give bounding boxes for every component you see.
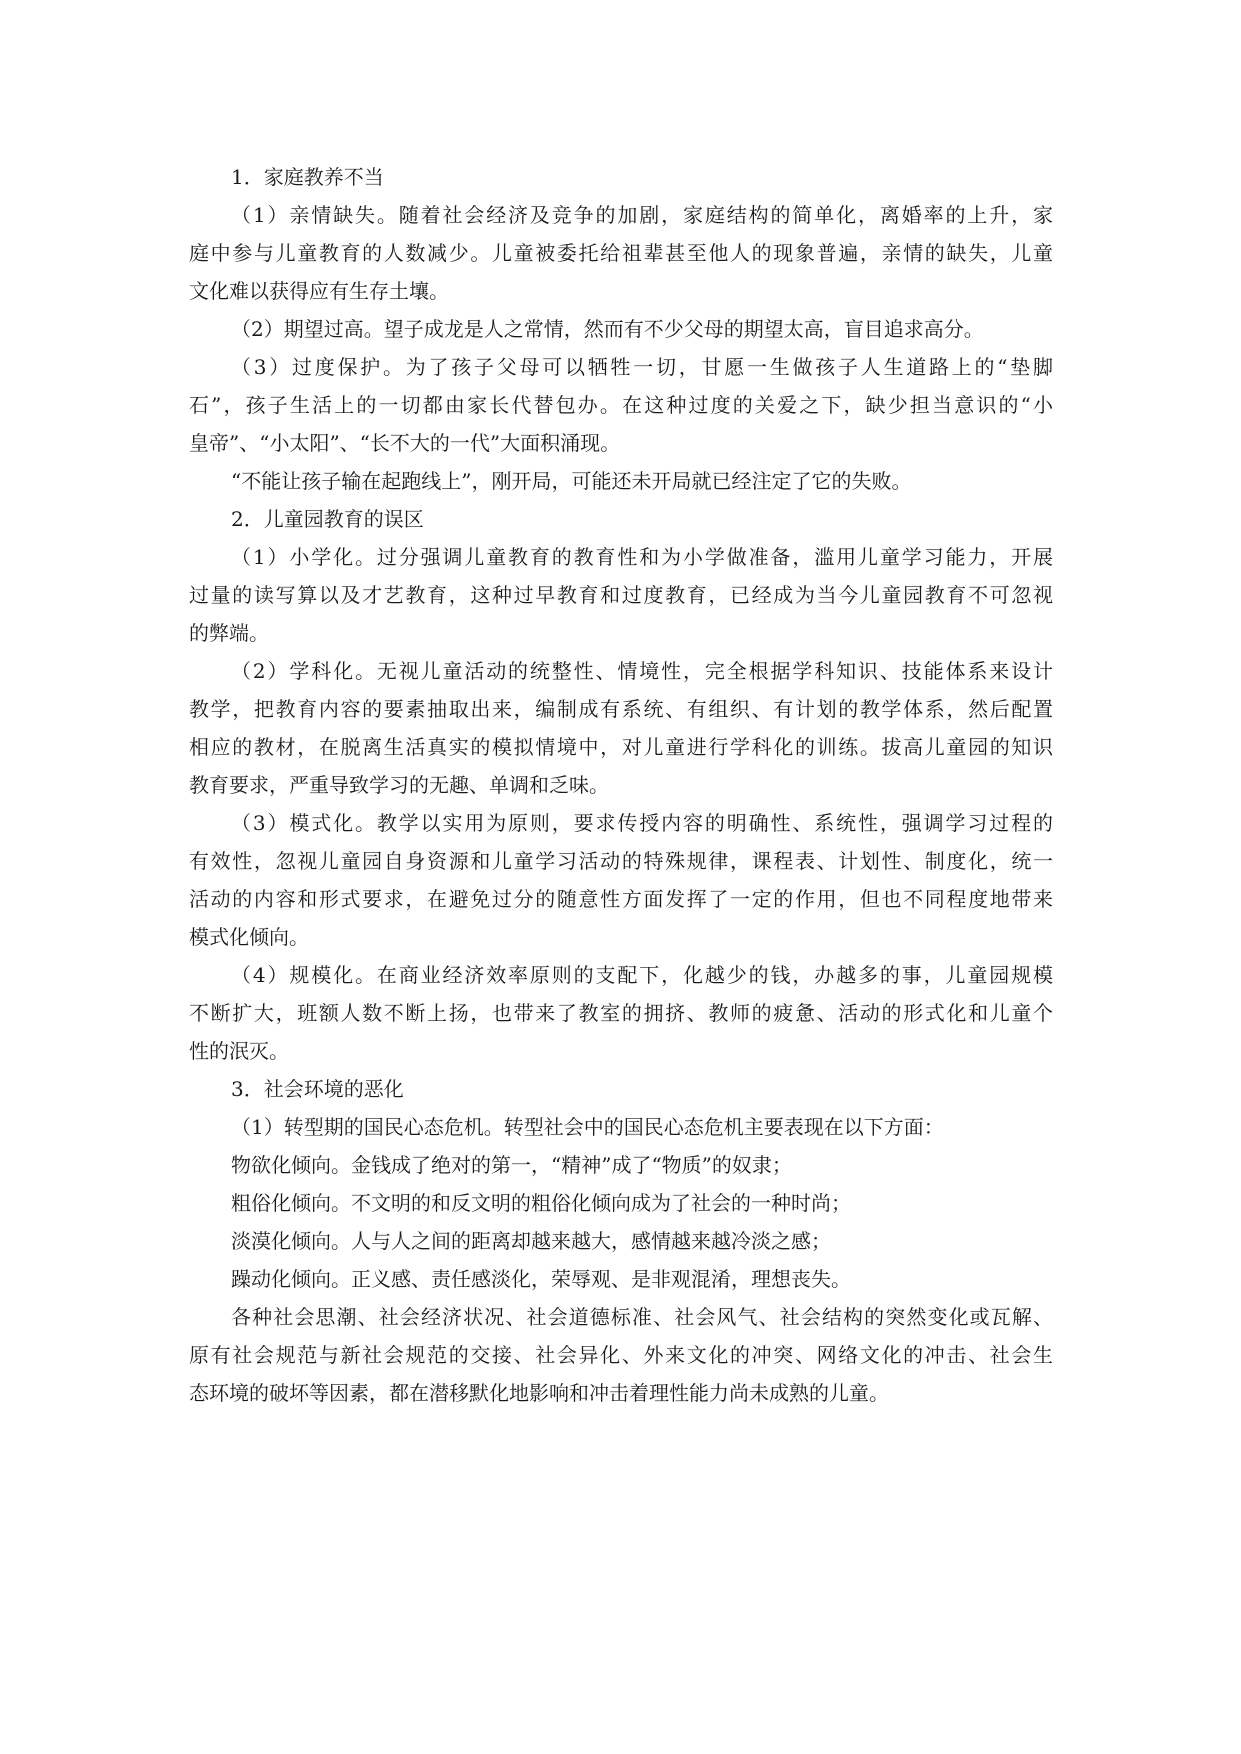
paragraph-line: （1）转型期的国民心态危机。转型社会中的国民心态危机主要表现在以下方面： [231, 1115, 944, 1139]
paragraph-line: 原有社会规范与新社会规范的交接、社会异化、外来文化的冲突、网络文化的冲击、社会生 [189, 1343, 1053, 1367]
paragraph-line: （3）过度保护。为了孩子父母可以牺牲一切，甘愿一生做孩子人生道路上的“垫脚 [231, 355, 1053, 379]
paragraph [189, 1184, 1053, 1222]
paragraph-line: （3）模式化。教学以实用为原则，要求传授内容的明确性、系统性，强调学习过程的 [231, 811, 1053, 835]
paragraph [189, 1222, 1053, 1260]
paragraph [189, 196, 1053, 310]
paragraph-line: 各种社会思潮、社会经济状况、社会道德标准、社会风气、社会结构的突然变化或瓦解、 [231, 1305, 1053, 1329]
paragraph-line: 活动的内容和形式要求，在避免过分的随意性方面发挥了一定的作用，但也不同程度地带来 [189, 887, 1053, 911]
paragraph-line: 不断扩大，班额人数不断上扬，也带来了教室的拥挤、教师的疲惫、活动的形式化和儿童个 [189, 1001, 1053, 1025]
paragraph-line: 相应的教材，在脱离生活真实的模拟情境中，对儿童进行学科化的训练。拔高儿童园的知识 [189, 735, 1053, 759]
section-heading: 1．家庭教养不当 [231, 165, 384, 189]
paragraph [189, 1260, 1053, 1298]
paragraph-line: 教育要求，严重导致学习的无趣、单调和乏味。 [189, 773, 609, 797]
paragraph-line: （1）亲情缺失。随着社会经济及竞争的加剧，家庭结构的简单化，离婚率的上升，家 [231, 203, 1053, 227]
document-page [189, 158, 1053, 1412]
paragraph [189, 348, 1053, 462]
paragraph-line: 躁动化倾向。正义感、责任感淡化，荣辱观、是非观混淆，理想丧失。 [231, 1267, 851, 1291]
paragraph-line: 过量的读写算以及才艺教育，这种过早教育和过度教育，已经成为当今儿童园教育不可忽视 [189, 583, 1053, 607]
section-heading: 2．儿童园教育的误区 [231, 507, 424, 531]
paragraph-line: 淡漠化倾向。人与人之间的距离却越来越大，感情越来越冷淡之感； [231, 1229, 831, 1253]
paragraph [189, 1298, 1053, 1412]
paragraph-line: 皇帝”、“小太阳”、“长不大的一代”大面积涌现。 [189, 431, 621, 455]
paragraph-line: （2）学科化。无视儿童活动的统整性、情境性，完全根据学科知识、技能体系来设计 [231, 659, 1053, 683]
section-heading: 3．社会环境的恶化 [231, 1077, 404, 1101]
paragraph [189, 956, 1053, 1070]
paragraph [189, 1146, 1053, 1184]
paragraph-line: 庭中参与儿童教育的人数减少。儿童被委托给祖辈甚至他人的现象普遍，亲情的缺失，儿童 [189, 241, 1053, 265]
paragraph-line: （4）规模化。在商业经济效率原则的支配下，化越少的钱，办越多的事，儿童园规模 [231, 963, 1053, 987]
paragraph [189, 1108, 1053, 1146]
paragraph-line: 模式化倾向。 [189, 925, 309, 949]
paragraph-line: 有效性，忽视儿童园自身资源和儿童学习活动的特殊规律，课程表、计划性、制度化，统一 [189, 849, 1053, 873]
paragraph-line: 文化难以获得应有生存土壤。 [189, 279, 449, 303]
paragraph-line: （2）期望过高。望子成龙是人之常情，然而有不少父母的期望太高，盲目追求高分。 [231, 317, 984, 341]
paragraph-line: 态环境的破坏等因素，都在潜移默化地影响和冲击着理性能力尚未成熟的儿童。 [189, 1381, 889, 1405]
paragraph-line: 粗俗化倾向。不文明的和反文明的粗俗化倾向成为了社会的一种时尚； [231, 1191, 851, 1215]
paragraph [189, 310, 1053, 348]
paragraph-line: 物欲化倾向。金钱成了绝对的第一，“精神”成了“物质”的奴隶； [231, 1153, 792, 1177]
paragraph [189, 804, 1053, 956]
paragraph [189, 462, 1053, 500]
paragraph-line: 性的泯灭。 [189, 1039, 289, 1063]
paragraph [189, 652, 1053, 804]
paragraph-line: 的弊端。 [189, 621, 269, 645]
paragraph [189, 538, 1053, 652]
paragraph-line: （1）小学化。过分强调儿童教育的教育性和为小学做准备，滥用儿童学习能力，开展 [231, 545, 1053, 569]
paragraph-line: “不能让孩子输在起跑线上”，刚开局，可能还未开局就已经注定了它的失败。 [231, 469, 912, 493]
paragraph-line: 石”，孩子生活上的一切都由家长代替包办。在这种过度的关爱之下，缺少担当意识的“小 [189, 393, 1053, 417]
paragraph-line: 教学，把教育内容的要素抽取出来，编制成有系统、有组织、有计划的教学体系，然后配置 [189, 697, 1053, 721]
